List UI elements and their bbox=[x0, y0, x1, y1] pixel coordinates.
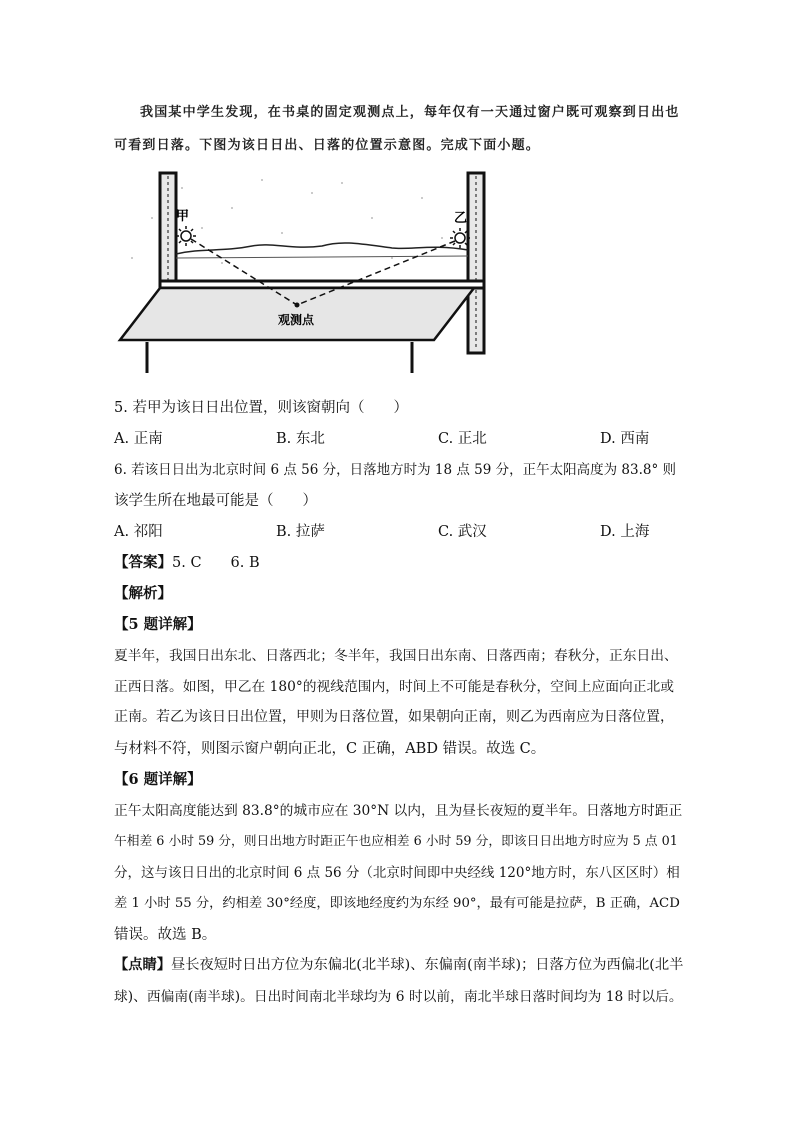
q6-option-a: A. 祁阳 bbox=[114, 524, 163, 540]
right-window-frame bbox=[468, 173, 484, 353]
detail-5-line-2: 正西日落。如图，甲乙在 180°的视线范围内，时间上不可能是春秋分，空间上应面向正北或 bbox=[114, 679, 674, 695]
desk bbox=[120, 288, 474, 373]
q6-option-d: D. 上海 bbox=[600, 524, 650, 540]
answer-text: 5. C 6. B bbox=[172, 555, 260, 571]
sun-yi-icon bbox=[450, 228, 470, 248]
q5-option-d: D. 西南 bbox=[600, 431, 650, 447]
sun-jia-icon bbox=[176, 226, 196, 246]
tip-line-1 bbox=[114, 954, 683, 974]
q5-option-a: A. 正南 bbox=[114, 431, 163, 447]
detail-5-line-4: 与材料不符，则图示窗户朝向正北，C 正确，ABD 错误。故选 C。 bbox=[114, 741, 546, 757]
question-6-stem-line-2: 该学生所在地最可能是（ ） bbox=[114, 493, 317, 509]
observation-point bbox=[295, 303, 300, 308]
detail-6-tag: 【6 题详解】 bbox=[114, 771, 202, 788]
detail-5-tag: 【5 题详解】 bbox=[114, 616, 202, 633]
horizon-line bbox=[176, 243, 468, 254]
q6-option-c: C. 武汉 bbox=[438, 524, 487, 540]
sunrise-sunset-diagram bbox=[112, 168, 502, 378]
detail-6-line-4: 差 1 小时 55 分，约相差 30°经度，即该地经度约为东经 90°，最有可能是拉萨，B 正确，ACD bbox=[114, 896, 680, 911]
label-jia: 甲 bbox=[176, 209, 190, 224]
answer-tag: 【答案】 bbox=[114, 554, 172, 571]
label-observation-point: 观测点 bbox=[278, 313, 315, 327]
tip-line-2: 球)、西偏南(南半球)。日出时间南北半球均为 6 时以前，南北半球日落时间均为 18 时以后。 bbox=[114, 989, 683, 1005]
q5-option-b: B. 东北 bbox=[276, 431, 325, 447]
label-yi: 乙 bbox=[454, 211, 468, 226]
detail-5-line-1: 夏半年，我国日出东北、日落西北；冬半年，我国日出东南、日落西南；春秋分，正东日出、 bbox=[114, 648, 678, 664]
answer-line bbox=[114, 551, 260, 572]
detail-5-line-3: 正南。若乙为该日日出位置，甲则为日落位置，如果朝向正南，则乙为西南应为日落位置， bbox=[114, 709, 674, 725]
detail-6-line-3: 分，这与该日日出的北京时间 6 点 56 分（北京时间即中央经线 120°地方时，东八区区时）相 bbox=[114, 865, 680, 881]
tip-text-1: 昼长夜短时日出方位为东偏北(北半球)、东偏南(南半球)；日落方位为西偏北(北半 bbox=[171, 957, 684, 973]
detail-6-line-2: 午相差 6 小时 59 分，则日出地方时距正午也应相差 6 小时 59 分，即该日日出地方时应为 5 点 01 bbox=[114, 834, 678, 849]
q6-option-b: B. 拉萨 bbox=[276, 524, 325, 540]
analysis-tag: 【解析】 bbox=[114, 585, 172, 602]
question-6-stem-line-1: 6. 若该日日出为北京时间 6 点 56 分，日落地方时为 18 点 59 分，正午太阳高度为 83.8° 则 bbox=[114, 462, 677, 478]
intro-line-2: 可看到日落。下图为该日日出、日落的位置示意图。完成下面小题。 bbox=[114, 138, 541, 153]
left-window-frame bbox=[160, 173, 176, 286]
tip-tag: 【点睛】 bbox=[114, 957, 172, 973]
intro-line-1: 我国某中学生发现，在书桌的固定观测点上，每年仅有一天通过窗户既可观察到日出也 bbox=[140, 105, 680, 120]
question-5-stem: 5. 若甲为该日日出位置，则该窗朝向（ ） bbox=[114, 400, 408, 416]
q5-option-c: C. 正北 bbox=[438, 431, 487, 447]
detail-6-line-5: 错误。故选 B。 bbox=[114, 927, 217, 943]
detail-6-line-1: 正午太阳高度能达到 83.8°的城市应在 30°N 以内，且为昼长夜短的夏半年。日落地方时距正 bbox=[114, 803, 683, 819]
